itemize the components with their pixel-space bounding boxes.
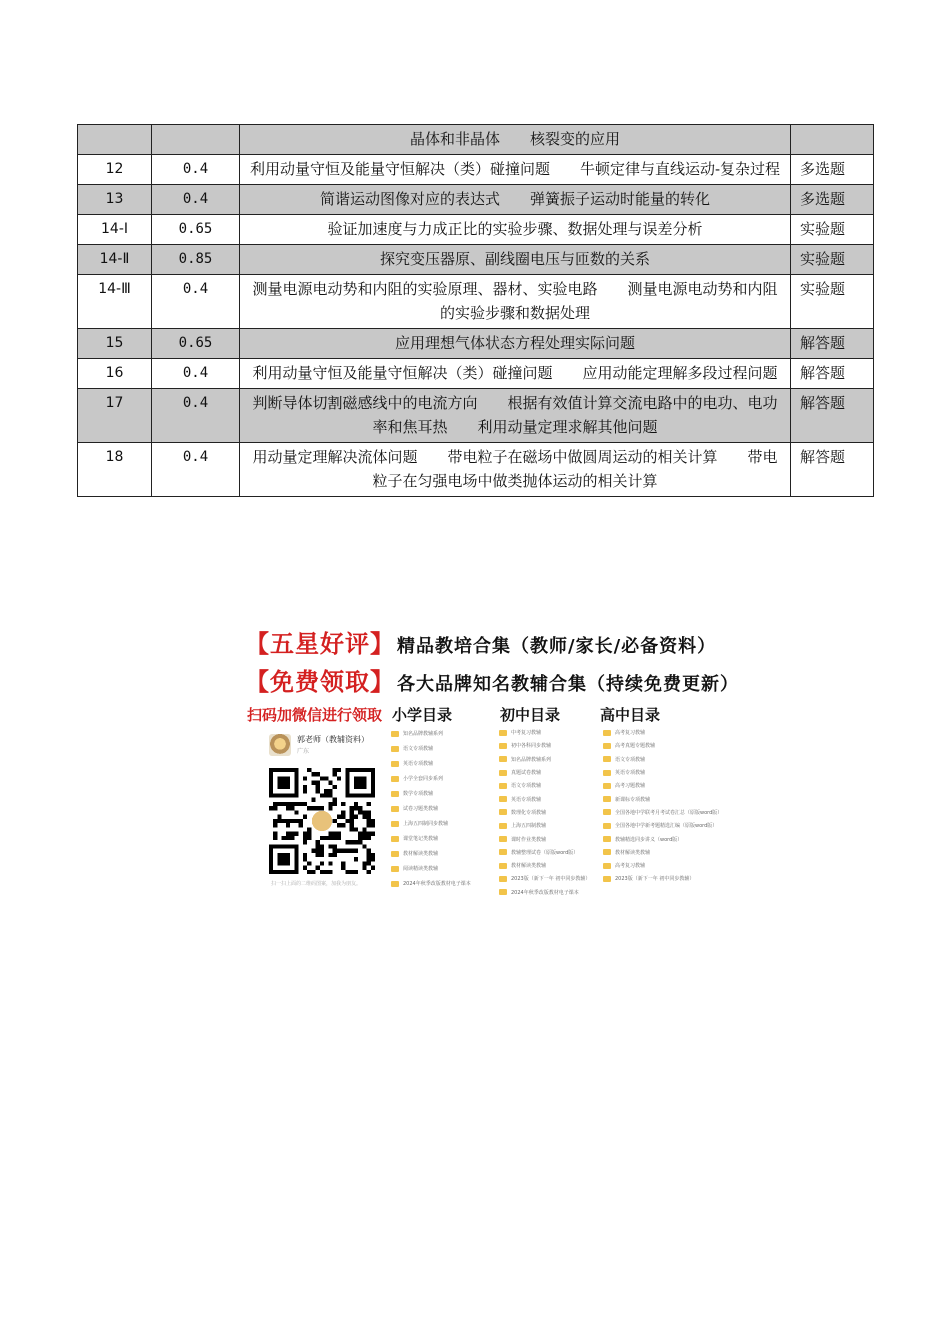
row-number: 13: [78, 185, 152, 215]
row-question-type: 多选题: [791, 185, 874, 215]
list-item-label: 高考习题教辅: [615, 783, 646, 790]
promo-headline-2: [245, 662, 739, 697]
primary-catalog-list: [391, 726, 471, 891]
list-item: [391, 831, 471, 846]
row-value: 0.4: [152, 185, 240, 215]
folder-icon: [391, 791, 399, 797]
folder-icon: [499, 889, 507, 895]
row-value: 0.4: [152, 389, 240, 443]
row-content: 利用动量守恒及能量守恒解决（类）碰撞问题 牛顿定律与直线运动-复杂过程: [240, 155, 791, 185]
table-body: [78, 125, 874, 497]
row-question-type: 解答题: [791, 359, 874, 389]
list-item: [391, 786, 471, 801]
list-item-label: 2023版（新下一年 初中同步教辅）: [511, 876, 591, 883]
table-row: [78, 185, 874, 215]
row-question-type: 实验题: [791, 275, 874, 329]
list-item: [603, 859, 722, 872]
folder-icon: [499, 823, 507, 829]
folder-icon: [391, 836, 399, 842]
list-item-label: 真题试卷教辅: [511, 770, 542, 777]
table-row: [78, 155, 874, 185]
folder-icon: [499, 743, 507, 749]
list-item-label: 语文专项教辅: [511, 783, 542, 790]
folder-icon: [499, 730, 507, 736]
row-value: 0.85: [152, 245, 240, 275]
row-question-type: 解答题: [791, 443, 874, 497]
row-number: 12: [78, 155, 152, 185]
row-number: 14-Ⅲ: [78, 275, 152, 329]
list-item: [499, 753, 590, 766]
folder-icon: [603, 783, 611, 789]
list-item-label: 2023版（新下一年 初中同步教辅）: [615, 876, 695, 883]
list-item: [603, 806, 722, 819]
list-item-label: 2024年秋季改版教材电子课本: [511, 889, 579, 896]
avatar: [269, 734, 291, 756]
list-item: [603, 726, 722, 739]
list-item-label: 英语专项教辅: [511, 796, 542, 803]
list-item: [499, 872, 590, 885]
folder-icon: [499, 770, 507, 776]
list-item-label: 课时作业类教辅: [511, 836, 547, 843]
list-item: [603, 832, 722, 845]
list-item: [499, 846, 590, 859]
list-item: [603, 846, 722, 859]
row-number: 14-Ⅰ: [78, 215, 152, 245]
folder-icon: [603, 836, 611, 842]
list-item-label: 语文专项教辅: [615, 756, 646, 763]
folder-icon: [603, 730, 611, 736]
folder-icon: [499, 849, 507, 855]
list-item-label: 初中各科同步教辅: [511, 743, 552, 750]
folder-icon: [603, 743, 611, 749]
list-item-label: 全国各地中学联考月考试卷汇总（原版word版）: [615, 809, 723, 816]
folder-icon: [603, 770, 611, 776]
row-content: 晶体和非晶体 核裂变的应用: [240, 125, 791, 155]
row-number: 14-Ⅱ: [78, 245, 152, 275]
row-number: 15: [78, 329, 152, 359]
list-item: [499, 726, 590, 739]
contact-region: 广东: [297, 748, 310, 755]
table-row: [78, 443, 874, 497]
row-content: 简谐运动图像对应的表达式 弹簧振子运动时能量的转化: [240, 185, 791, 215]
row-content: 探究变压器原、副线圈电压与匝数的关系: [240, 245, 791, 275]
promo-text-1: 精品教培合集（教师/家长/必备资料）: [397, 636, 717, 657]
list-item: [603, 792, 722, 805]
list-item: [391, 726, 471, 741]
folder-icon: [391, 866, 399, 872]
row-value: 0.65: [152, 329, 240, 359]
row-content: 用动量定理解决流体问题 带电粒子在磁场中做圆周运动的相关计算 带电粒子在匀强电场中做类抛体运动的相关计算: [240, 443, 791, 497]
list-item-label: 阅读精读类教辅: [403, 866, 439, 872]
folder-icon: [499, 809, 507, 815]
folder-icon: [603, 796, 611, 802]
folder-icon: [499, 876, 507, 882]
row-question-type: 实验题: [791, 245, 874, 275]
list-item-label: 上海五四制教辅: [511, 823, 547, 830]
list-item-label: 高考复习教辅: [615, 730, 646, 737]
list-item: [603, 739, 722, 752]
list-item-label: 小学全套同步系列: [403, 776, 444, 782]
list-item-label: 2024年秋季改版教材电子课本: [403, 881, 471, 887]
folder-icon: [499, 836, 507, 842]
list-item-label: 知名品牌教辅系列: [403, 731, 444, 737]
high-catalog-list: [603, 726, 722, 886]
row-value: [152, 125, 240, 155]
table-row: [78, 215, 874, 245]
folder-icon: [499, 756, 507, 762]
list-item-label: 高考真题专题教辅: [615, 743, 656, 750]
folder-icon: [603, 863, 611, 869]
high-catalog-title: 高中目录: [600, 706, 661, 724]
folder-icon: [603, 809, 611, 815]
row-question-type: 实验题: [791, 215, 874, 245]
promo-headline-1: [245, 624, 716, 659]
row-value: 0.4: [152, 275, 240, 329]
row-question-type: 多选题: [791, 155, 874, 185]
folder-icon: [391, 731, 399, 737]
list-item: [499, 739, 590, 752]
folder-icon: [499, 863, 507, 869]
qr-code-icon[interactable]: [269, 768, 375, 874]
folder-icon: [499, 796, 507, 802]
folder-icon: [391, 776, 399, 782]
scan-label: 扫码加微信进行领取: [247, 706, 383, 724]
list-item-label: 英语专项教辅: [615, 770, 646, 777]
promo-tag-free: 【免费领取】: [245, 668, 395, 696]
list-item: [499, 766, 590, 779]
list-item: [499, 886, 590, 899]
primary-catalog-title: 小学目录: [392, 706, 453, 724]
qr-hint: 扫一扫上面的二维码图案，加我为朋友。: [271, 881, 362, 887]
row-content: 测量电源电动势和内阻的实验原理、器材、实验电路 测量电源电动势和内阻的实验步骤和数据处理: [240, 275, 791, 329]
middle-catalog-title: 初中目录: [500, 706, 561, 724]
list-item-label: 教材解读类教辅: [403, 851, 439, 857]
list-item: [391, 876, 471, 891]
table-row: [78, 329, 874, 359]
folder-icon: [391, 821, 399, 827]
list-item: [603, 766, 722, 779]
row-question-type: 解答题: [791, 389, 874, 443]
row-value: 0.4: [152, 359, 240, 389]
list-item-label: 教辅整理试卷（原版word版）: [511, 849, 579, 856]
list-item: [603, 819, 722, 832]
folder-icon: [391, 881, 399, 887]
list-item-label: 教材解读类教辅: [511, 863, 547, 870]
table-row: [78, 389, 874, 443]
row-number: [78, 125, 152, 155]
list-item-label: 数学专项教辅: [403, 791, 434, 797]
folder-icon: [603, 876, 611, 882]
list-item: [391, 756, 471, 771]
list-item: [499, 779, 590, 792]
row-content: 应用理想气体状态方程处理实际问题: [240, 329, 791, 359]
folder-icon: [391, 806, 399, 812]
list-item: [499, 819, 590, 832]
row-value: 0.65: [152, 215, 240, 245]
folder-icon: [603, 756, 611, 762]
list-item-label: 知名品牌教辅系列: [511, 756, 552, 763]
list-item: [499, 792, 590, 805]
promo-banner: [245, 624, 739, 896]
list-item: [391, 861, 471, 876]
list-item-label: 试卷习题类教辅: [403, 806, 439, 812]
list-item: [391, 846, 471, 861]
contact-name: 郭老师（教辅资料）: [297, 735, 369, 744]
exam-analysis-table: [77, 124, 874, 497]
row-content: 判断导体切割磁感线中的电流方向 根据有效值计算交流电路中的电功、电功率和焦耳热 利用动量定理求解其他问题: [240, 389, 791, 443]
folder-icon: [391, 746, 399, 752]
table-row: [78, 245, 874, 275]
row-question-type: [791, 125, 874, 155]
list-item: [391, 816, 471, 831]
list-item-label: 课堂笔记类教辅: [403, 836, 439, 842]
list-item-label: 高考复习教辅: [615, 863, 646, 870]
folder-icon: [603, 849, 611, 855]
list-item: [499, 859, 590, 872]
middle-catalog-list: [499, 726, 590, 899]
list-item-label: 上海五四制同步教辅: [403, 821, 449, 827]
table-row: [78, 125, 874, 155]
promo-text-2: 各大品牌知名教辅合集（持续免费更新）: [397, 674, 739, 695]
row-number: 17: [78, 389, 152, 443]
promo-tag-five-star: 【五星好评】: [245, 630, 395, 658]
list-item-label: 英语专项教辅: [403, 761, 434, 767]
row-question-type: 解答题: [791, 329, 874, 359]
row-content: 利用动量守恒及能量守恒解决（类）碰撞问题 应用动能定理解多段过程问题: [240, 359, 791, 389]
list-item-label: 语文专项教辅: [403, 746, 434, 752]
list-item: [603, 753, 722, 766]
list-item-label: 教材解读类教辅: [615, 849, 651, 856]
row-number: 16: [78, 359, 152, 389]
list-item: [391, 771, 471, 786]
list-item-label: 数理化专项教辅: [511, 809, 547, 816]
list-item: [499, 806, 590, 819]
table-row: [78, 359, 874, 389]
list-item-label: 全国各地中学新考题精选汇编（原版word版）: [615, 823, 718, 830]
row-content: 验证加速度与力成正比的实验步骤、数据处理与误差分析: [240, 215, 791, 245]
list-item: [499, 832, 590, 845]
list-item: [391, 741, 471, 756]
wechat-contact-card: [257, 726, 387, 888]
folder-icon: [391, 761, 399, 767]
list-item-label: 新课标专项教辅: [615, 796, 651, 803]
list-item-label: 中考复习教辅: [511, 730, 542, 737]
list-item: [603, 872, 722, 885]
list-item: [391, 801, 471, 816]
folder-icon: [603, 823, 611, 829]
table-row: [78, 275, 874, 329]
folder-icon: [499, 783, 507, 789]
list-item: [603, 779, 722, 792]
row-number: 18: [78, 443, 152, 497]
folder-icon: [391, 851, 399, 857]
row-value: 0.4: [152, 443, 240, 497]
list-item-label: 教辅精选同步讲义（word版）: [615, 836, 683, 843]
row-value: 0.4: [152, 155, 240, 185]
